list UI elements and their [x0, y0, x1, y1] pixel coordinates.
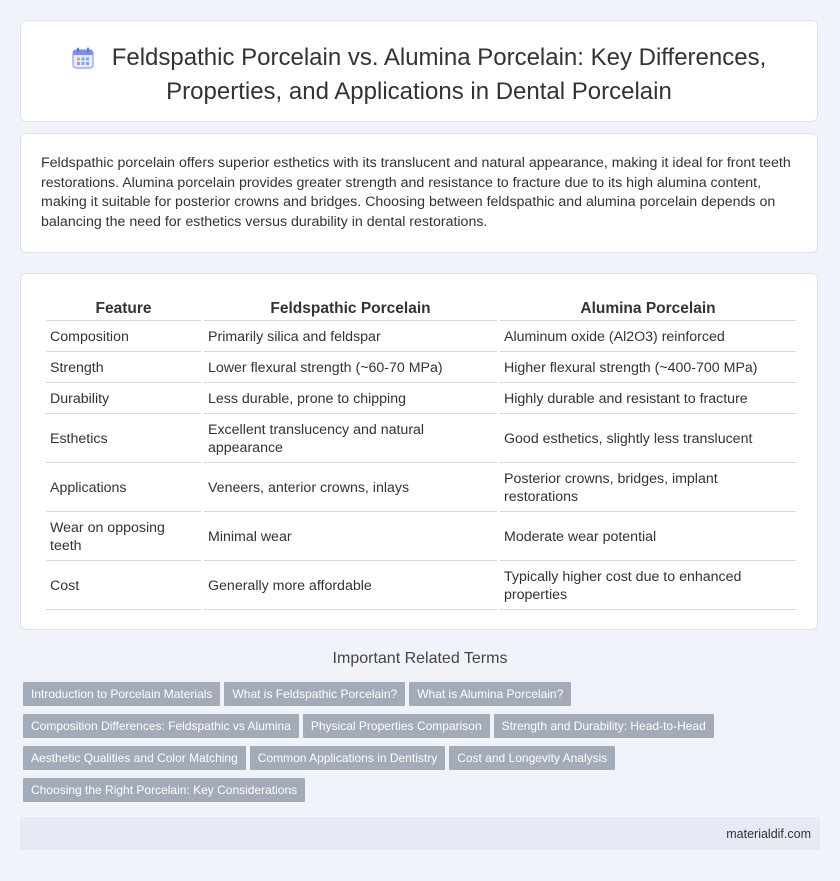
table-cell: Generally more affordable — [204, 562, 497, 610]
table-cell: Moderate wear potential — [500, 513, 796, 561]
footer — [20, 817, 820, 850]
related-term-link[interactable]: Strength and Durability: Head-to-Head — [494, 714, 714, 738]
summary-card — [20, 133, 818, 253]
table-cell: Lower flexural strength (~60-70 MPa) — [204, 353, 497, 383]
table-cell: Aluminum oxide (Al2O3) reinforced — [500, 322, 796, 352]
comparison-table-card — [20, 273, 818, 630]
summary-text: Feldspathic porcelain offers superior esthetics with its translucent and natural appearance, making it ideal for front teeth restorations. Alumina porcelain provides greater strength and resistance to fracture due to its high alumina content, making it suitable for posterior crowns and bridges. Choosing between feldspathic and alumina porcelain depends on balancing the need for esthetics versus durability in dental restorations. — [41, 155, 791, 230]
table-cell: Higher flexural strength (~400-700 MPa) — [500, 353, 796, 383]
table-cell: Minimal wear — [204, 513, 497, 561]
related-term-link[interactable]: What is Alumina Porcelain? — [409, 682, 571, 706]
table-row — [46, 384, 796, 414]
table-row — [46, 562, 796, 610]
table-row — [46, 322, 796, 352]
calendar-icon — [72, 47, 94, 77]
comparison-table — [43, 295, 799, 611]
related-terms-heading: Important Related Terms — [332, 650, 508, 667]
table-cell: Highly durable and resistant to fracture — [500, 384, 796, 414]
table-cell: Less durable, prone to chipping — [204, 384, 497, 414]
related-term-link[interactable]: Aesthetic Qualities and Color Matching — [23, 746, 246, 770]
table-cell: Cost — [46, 562, 201, 610]
related-term-link[interactable]: Composition Differences: Feldspathic vs Alumina — [23, 714, 299, 738]
table-cell: Veneers, anterior crowns, inlays — [204, 464, 497, 512]
table-cell: Strength — [46, 353, 201, 383]
page-title-wrap — [21, 43, 817, 107]
column-header: Feldspathic Porcelain — [204, 296, 497, 321]
related-term-link[interactable]: Choosing the Right Porcelain: Key Considerations — [23, 778, 305, 802]
page-title: Feldspathic Porcelain vs. Alumina Porcelain: Key Differences, Properties, and Applications in Dental Porcelain — [111, 44, 767, 105]
table-cell: Composition — [46, 322, 201, 352]
table-cell: Esthetics — [46, 415, 201, 463]
table-cell: Applications — [46, 464, 201, 512]
related-term-link[interactable]: Introduction to Porcelain Materials — [23, 682, 220, 706]
related-term-link[interactable]: Cost and Longevity Analysis — [449, 746, 615, 770]
related-terms-list — [23, 682, 803, 810]
table-cell: Good esthetics, slightly less translucent — [500, 415, 796, 463]
table-row — [46, 415, 796, 463]
column-header: Alumina Porcelain — [500, 296, 796, 321]
table-cell: Wear on opposing teeth — [46, 513, 201, 561]
header-card — [20, 20, 818, 122]
table-cell: Posterior crowns, bridges, implant restorations — [500, 464, 796, 512]
table-cell: Excellent translucency and natural appearance — [204, 415, 497, 463]
column-header: Feature — [46, 296, 201, 321]
related-term-link[interactable]: Physical Properties Comparison — [303, 714, 490, 738]
related-term-link[interactable]: What is Feldspathic Porcelain? — [224, 682, 405, 706]
table-cell: Typically higher cost due to enhanced properties — [500, 562, 796, 610]
table-row — [46, 464, 796, 512]
table-row — [46, 513, 796, 561]
related-term-link[interactable]: Common Applications in Dentistry — [250, 746, 445, 770]
table-header-row — [46, 296, 796, 321]
footer-site-link[interactable]: materialdif.com — [726, 827, 811, 841]
table-cell: Primarily silica and feldspar — [204, 322, 497, 352]
table-cell: Durability — [46, 384, 201, 414]
table-row — [46, 353, 796, 383]
